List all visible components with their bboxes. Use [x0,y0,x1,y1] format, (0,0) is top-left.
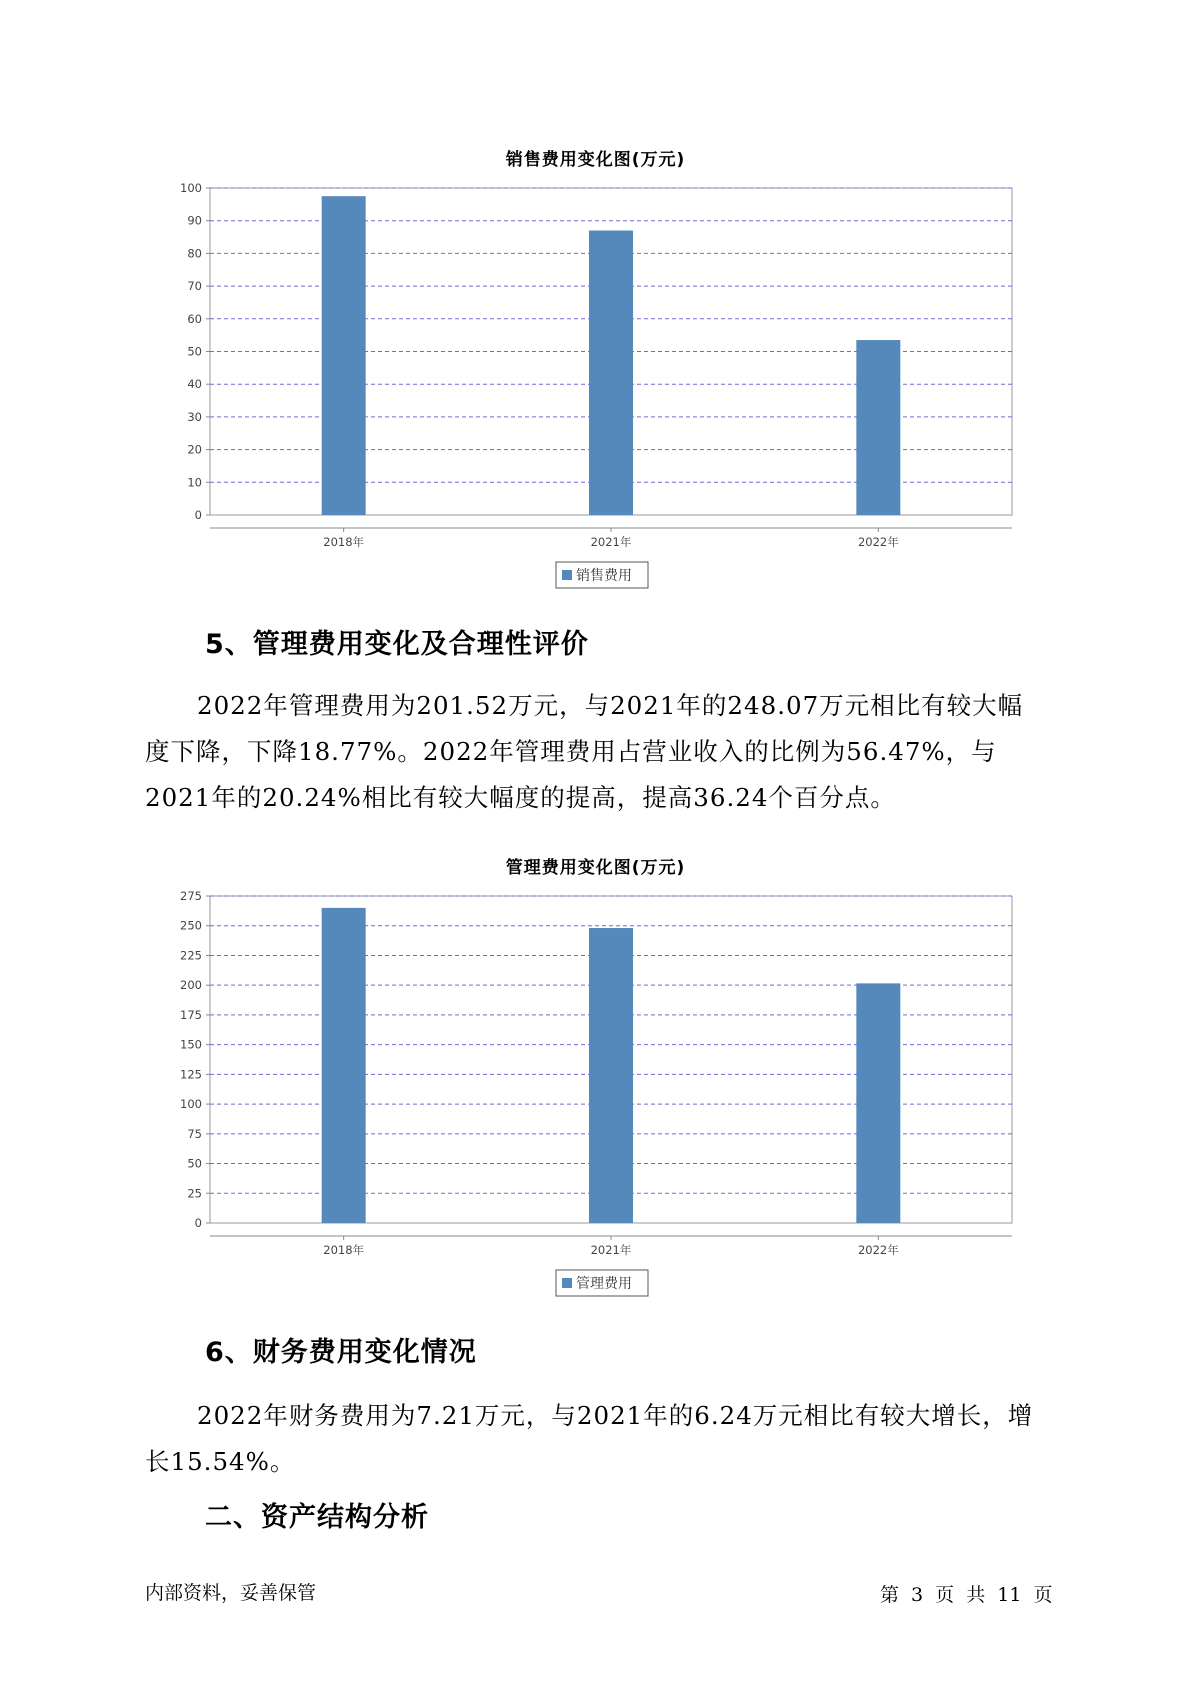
bar-2018年 [322,196,366,515]
y-tick-label: 250 [180,918,202,933]
y-tick-label: 10 [187,475,202,490]
y-tick-label: 0 [194,1216,202,1230]
bar-2021年 [589,231,633,515]
footer-page-number: 第 3 页 共 11 页 [880,1584,1053,1606]
y-tick-label: 125 [180,1067,202,1082]
legend-label: 管理费用 [576,1276,632,1292]
x-tick-label: 2022年 [857,535,899,549]
section-5-heading: 5、管理费用变化及合理性评价 [205,629,589,660]
y-tick-label: 100 [180,181,202,195]
bar-2018年 [322,908,366,1223]
y-tick-label: 70 [187,279,202,294]
y-tick-label: 40 [187,377,202,392]
section-6-heading: 6、财务费用变化情况 [205,1337,477,1368]
y-tick-label: 50 [187,344,202,359]
y-tick-label: 225 [180,948,202,963]
x-tick-label: 2018年 [323,1243,365,1257]
y-tick-label: 0 [194,508,202,522]
x-tick-label: 2021年 [590,535,632,549]
part-2-heading: 二、资产结构分析 [205,1502,429,1533]
bar-2022年 [856,340,900,515]
section-5-paragraph: 2022年管理费用为201.52万元，与2021年的248.07万元相比有较大幅度下降，下降18.77%。2022年管理费用占营业收入的比例为56.47%，与2021年的20.24%相比有较大幅度的提高，提高36.24个百分点。 [145,691,1024,812]
admin-chart-title: 管理费用变化图(万元) [505,858,686,878]
bar-2022年 [856,983,900,1223]
legend-swatch [562,570,572,580]
y-tick-label: 75 [187,1126,202,1141]
y-tick-label: 175 [180,1007,202,1022]
admin-expense-chart [0,888,1191,1308]
y-tick-label: 80 [187,246,202,261]
y-tick-label: 60 [187,311,202,326]
x-tick-label: 2021年 [590,1243,632,1257]
y-tick-label: 30 [187,409,202,424]
y-tick-label: 20 [187,442,202,457]
bar-2021年 [589,928,633,1223]
section-6-paragraph: 2022年财务费用为7.21万元，与2021年的6.24万元相比有较大增长，增长15.54%。 [145,1401,1034,1476]
y-tick-label: 200 [180,978,202,993]
y-tick-label: 50 [187,1156,202,1171]
y-tick-label: 100 [180,1097,202,1112]
footer-confidential-note: 内部资料，妥善保管 [145,1582,317,1604]
x-tick-label: 2018年 [323,535,365,549]
sales-expense-chart [0,180,1191,600]
legend-label: 销售费用 [576,568,632,584]
y-tick-label: 90 [187,213,202,228]
x-tick-label: 2022年 [857,1243,899,1257]
legend-swatch [562,1278,572,1288]
y-tick-label: 150 [180,1037,202,1052]
sales-chart-title: 销售费用变化图(万元) [505,150,686,170]
y-tick-label: 275 [180,889,202,903]
y-tick-label: 25 [187,1186,202,1201]
